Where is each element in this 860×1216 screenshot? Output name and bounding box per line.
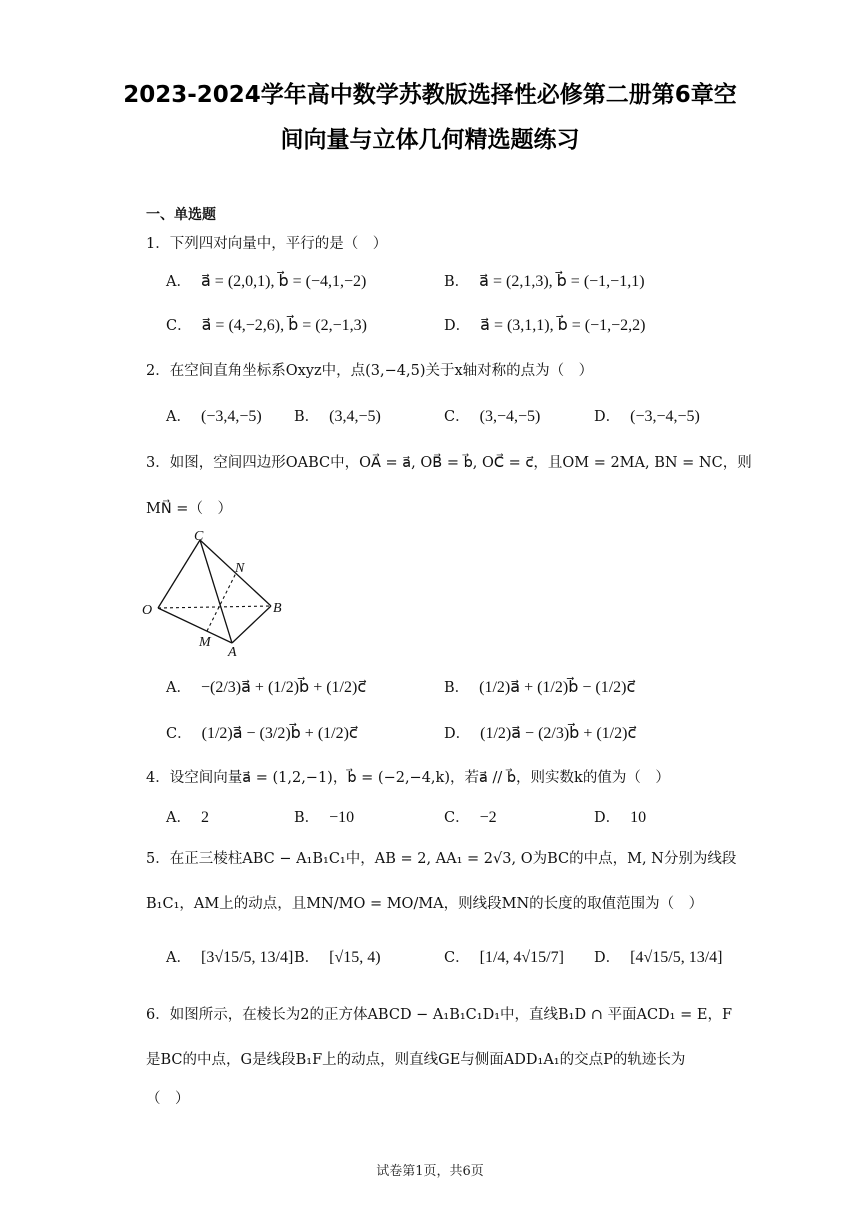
point-label-n: N — [235, 561, 245, 576]
option-label: D． — [444, 318, 471, 334]
option-label: C． — [166, 726, 192, 742]
vertex-label-b: B — [273, 601, 282, 616]
option-label: C． — [444, 950, 470, 966]
q4-option-b[interactable] — [294, 806, 354, 827]
option-text: 10 — [630, 809, 647, 826]
page-footer: 试卷第1页，共6页 — [376, 1164, 484, 1179]
q2-option-c[interactable] — [444, 405, 540, 426]
tetrahedron-figure — [140, 528, 300, 660]
option-label: A． — [166, 274, 191, 290]
edge-oa — [158, 608, 232, 643]
option-text: (1/2)a⃗ + (1/2)b⃗ − (1/2)c⃗ — [479, 679, 636, 696]
option-label: A． — [166, 680, 191, 696]
q3-stem: 3．如图，空间四边形OABC中，OA⃗ = a⃗, OB⃗ = b⃗, OC⃗ = c⃗，且OM = 2MA, BN = NC，则 — [146, 455, 752, 471]
q2-option-d[interactable] — [594, 405, 700, 426]
option-text: a⃗ = (4,−2,6), b⃗ = (2,−1,3) — [201, 317, 367, 334]
q6-stem: 6．如图所示，在棱长为2的正方体ABCD − A₁B₁C₁D₁中，直线B₁D ∩ 平面ACD₁ = E，F — [146, 1007, 733, 1023]
option-label: D． — [594, 810, 621, 826]
option-text: a⃗ = (2,1,3), b⃗ = (−1,−1,1) — [479, 273, 645, 290]
q2-stem: 2．在空间直角坐标系Oxyz中，点(3,−4,5)关于x轴对称的点为（ ） — [146, 363, 594, 379]
option-text: −(2/3)a⃗ + (1/2)b⃗ + (1/2)c⃗ — [200, 679, 367, 696]
q6-stem-continued: 是BC的中点，G是线段B₁F上的动点，则直线GE与侧面ADD₁A₁的交点P的轨迹长为 — [146, 1052, 686, 1068]
option-text: [1/4, 4√15/7] — [479, 949, 564, 966]
option-text: (1/2)a⃗ − (3/2)b⃗ + (1/2)c⃗ — [201, 725, 358, 742]
option-label: D． — [444, 726, 471, 742]
option-text: (1/2)a⃗ − (2/3)b⃗ + (1/2)c⃗ — [480, 725, 637, 742]
option-label: B． — [444, 680, 470, 696]
option-label: B． — [294, 409, 320, 425]
q6-stem-end: （ ） — [146, 1091, 190, 1107]
option-label: A． — [166, 950, 191, 966]
option-text: a⃗ = (2,0,1), b⃗ = (−4,1,−2) — [200, 273, 367, 290]
option-label: B． — [444, 274, 470, 290]
edge-ob-dashed — [158, 606, 271, 608]
page-title-line-2: 间向量与立体几何精选题练习 — [280, 127, 580, 153]
q2-option-a[interactable] — [166, 405, 262, 426]
edge-ab — [232, 606, 271, 643]
point-label-m: M — [199, 635, 211, 650]
option-text: −2 — [479, 809, 497, 826]
q5-option-a[interactable] — [166, 946, 293, 967]
option-text: [3√15/5, 13/4] — [200, 949, 294, 966]
q3-option-d[interactable] — [444, 722, 636, 743]
q5-option-b[interactable] — [294, 946, 381, 967]
option-label: C． — [444, 409, 470, 425]
option-label: C． — [166, 318, 192, 334]
option-label: A． — [166, 409, 191, 425]
q1-option-c[interactable] — [166, 314, 367, 335]
q5-option-c[interactable] — [444, 946, 564, 967]
q2-option-b[interactable] — [294, 405, 381, 426]
q3-option-c[interactable] — [166, 722, 358, 743]
section-heading: 一、单选题 — [146, 207, 216, 223]
q1-stem: 1．下列四对向量中，平行的是（ ） — [146, 236, 388, 252]
option-label: D． — [594, 409, 621, 425]
option-text: (3,−4,−5) — [479, 408, 541, 425]
q1-option-b[interactable] — [444, 270, 645, 291]
option-label: B． — [294, 950, 320, 966]
q1-option-a[interactable] — [166, 270, 366, 291]
q3-stem-continued: MN⃗ =（ ） — [146, 501, 232, 517]
option-text: −10 — [329, 809, 355, 826]
q4-stem: 4．设空间向量a⃗ = (1,2,−1)，b⃗ = (−2,−4,k)，若a⃗ // b⃗，则实数k的值为（ ） — [146, 770, 670, 786]
option-text: a⃗ = (3,1,1), b⃗ = (−1,−2,2) — [480, 317, 646, 334]
q3-option-b[interactable] — [444, 676, 635, 697]
q5-option-d[interactable] — [594, 946, 722, 967]
option-label: C． — [444, 810, 470, 826]
q3-option-a[interactable] — [166, 676, 366, 697]
option-label: B． — [294, 810, 320, 826]
option-text: [√15, 4) — [329, 949, 381, 966]
vertex-label-c: C — [194, 529, 204, 544]
option-text: (−3,4,−5) — [200, 408, 262, 425]
q1-option-d[interactable] — [444, 314, 646, 335]
segment-mn-dashed — [207, 573, 236, 631]
q4-option-d[interactable] — [594, 806, 646, 827]
option-label: A． — [166, 810, 191, 826]
page-title-line-1: 2023-2024学年高中数学苏教版选择性必修第二册第6章空 — [123, 82, 737, 108]
option-text: (−3,−4,−5) — [630, 408, 700, 425]
option-text: [4√15/5, 13/4] — [630, 949, 723, 966]
option-text: 2 — [200, 809, 209, 826]
option-text: (3,4,−5) — [329, 408, 381, 425]
vertex-label-a: A — [228, 645, 237, 660]
option-label: D． — [594, 950, 621, 966]
edge-oc — [158, 540, 200, 608]
vertex-label-o: O — [142, 603, 153, 618]
q5-stem-continued: B₁C₁，AM上的动点，且MN/MO = MO/MA，则线段MN的长度的取值范围为（ ） — [146, 896, 704, 912]
q5-stem: 5．在正三棱柱ABC − A₁B₁C₁中，AB = 2, AA₁ = 2√3, O为BC的中点，M, N分别为线段 — [146, 851, 737, 867]
q4-option-a[interactable] — [166, 806, 209, 827]
q4-option-c[interactable] — [444, 806, 497, 827]
